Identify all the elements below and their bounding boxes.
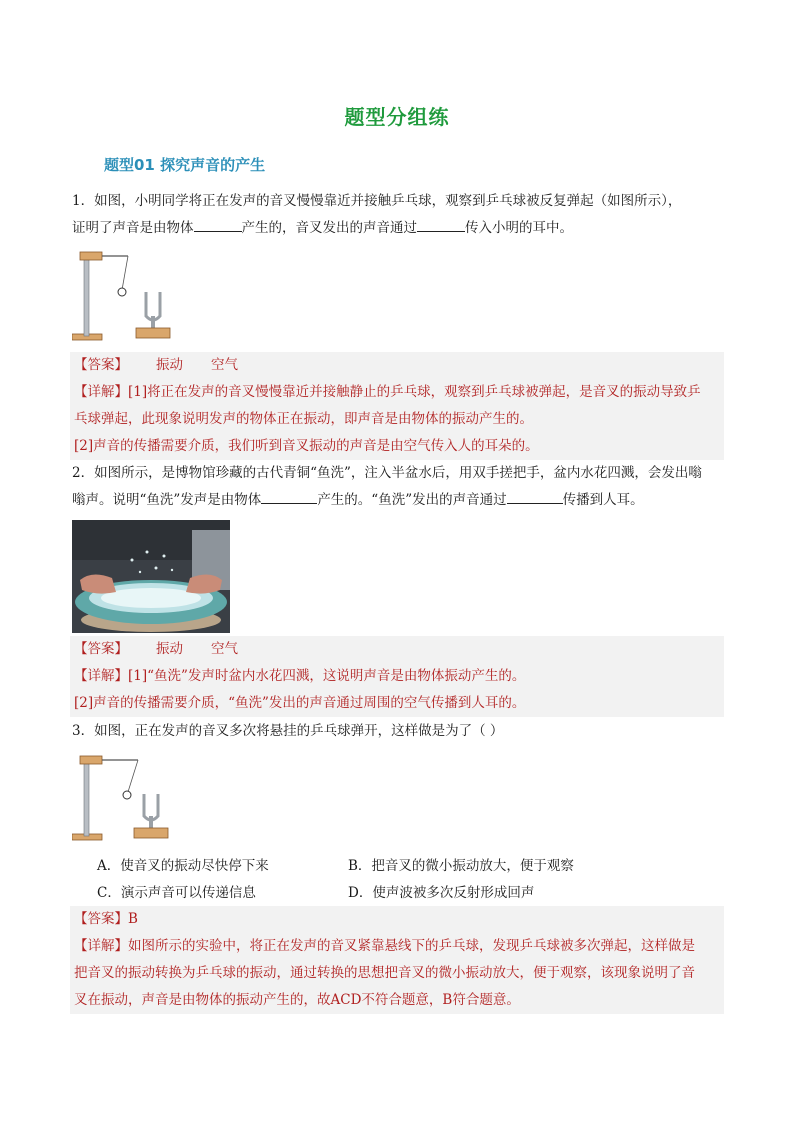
question-1-line1: 1．如图，小明同学将正在发声的音叉慢慢靠近并接触乒乓球，观察到乒乓球被反复弹起（如图所示）， [72,193,682,209]
section-heading: 题型01 探究声音的产生 [104,156,266,174]
option-c: C．演示声音可以传递信息 [97,885,256,901]
option-d: D．使声波被多次反射形成回声 [348,885,535,901]
question-2: 2．如图所示，是博物馆珍藏的古代青铜“鱼洗”，注入半盆水后，用双手搓把手，盆内水花四溅，会发出嗡 嗡声。说明“鱼洗”发声是由物体 产生的。“鱼洗”发出的声音通过 传播到人耳。 [72,465,702,508]
tuning-fork-figure-1 [72,248,174,348]
bronze-basin-photo [72,520,230,633]
blank [417,217,465,232]
page-title: 题型分组练 [344,105,450,129]
tuning-fork-figure-2 [72,752,174,848]
answer-2: 【答案】 振动 空气 【详解】[1]“鱼洗”发声时盆内水花四溅，这说明声音是由物体振动产生的。 [2]声音的传播需要介质，“鱼洗”发出的声音通过周围的空气传播到人耳的。 [70,636,724,717]
question-1 [72,188,724,242]
answer-3: 【答案】B 【详解】如图所示的实验中，将正在发声的音叉紧靠悬线下的乒乓球，发现乒乓球被多次弹起，这样做是 把音叉的振动转换为乒乓球的振动，通过转换的思想把音叉的微小振动放大，便于观察，该现象说明了音 叉在振动，声音是由物体的振动产生的，故ACD不符合题意，B符合题意。 [70,906,724,1014]
option-b: B．把音叉的微小振动放大，便于观察 [348,858,574,874]
blank [507,489,563,504]
blank [261,489,317,504]
answer-1: 【答案】 振动 空气 【详解】[1]将正在发声的音叉慢慢靠近并接触静止的乒乓球，观察到乒乓球被弹起，是音叉的振动导致乒 乓球弹起，此现象说明发声的物体正在振动，即声音是由物体的振动产生的。 [2]声音的传播需要介质，我们听到音叉振动的声音是由空气传入人的耳朵的。 [70,352,724,460]
question-3: 3．如图，正在发声的音叉多次将悬挂的乒乓球弹开，这样做是为了（ ） [72,723,504,739]
blank [194,217,242,232]
option-a: A．使音叉的振动尽快停下来 [97,858,269,874]
question-1-line2: 证明了声音是由物体 产生的，音叉发出的声音通过 传入小明的耳中。 [72,215,724,242]
